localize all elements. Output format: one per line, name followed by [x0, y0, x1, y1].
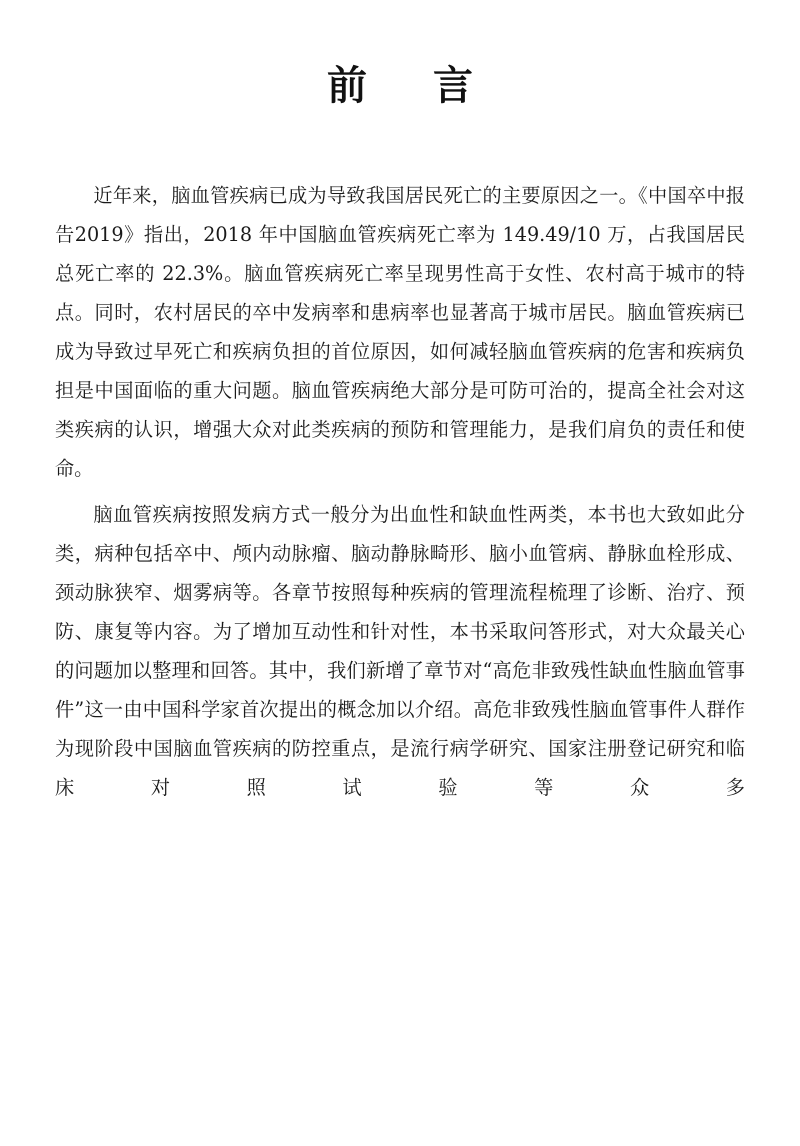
body-text [55, 176, 745, 807]
paragraph-2: 脑血管疾病按照发病方式一般分为出血性和缺血性两类，本书也大致如此分类，病种包括卒中、颅内动脉瘤、脑动静脉畸形、脑小血管病、静脉血栓形成、颈动脉狭窄、烟雾病等。各章节按照每种疾病的管理流程梳理了诊断、治疗、预防、康复等内容。为了增加互动性和针对性，本书采取问答形式，对大众最关心的问题加以整理和回答。其中，我们新增了章节对“高危非致残性缺血性脑血管事件”这一由中国科学家首次提出的概念加以介绍。高危非致残性脑血管事件人群作为现阶段中国脑血管疾病的防控重点，是流行病学研究、国家注册登记研究和临床对照试验等众多 [55, 503, 745, 799]
page-title: 前 言 [327, 63, 499, 109]
paragraph-1: 近年来，脑血管疾病已成为导致我国居民死亡的主要原因之一。《中国卒中报告2019》指出，2018 年中国脑血管疾病死亡率为 149.49/10 万，占我国居民总死亡率的 22.3%。脑血管疾病死亡率呈现男性高于女性、农村高于城市的特点。同时，农村居民的卒中发病率和患病率也显著高于城市居民。脑血管疾病已成为导致过早死亡和疾病负担的首位原因，如何减轻脑血管疾病的危害和疾病负担是中国面临的重大问题。脑血管疾病绝大部分是可防可治的，提高全社会对这类疾病的认识，增强大众对此类疾病的预防和管理能力，是我们肩负的责任和使命。 [55, 184, 745, 480]
